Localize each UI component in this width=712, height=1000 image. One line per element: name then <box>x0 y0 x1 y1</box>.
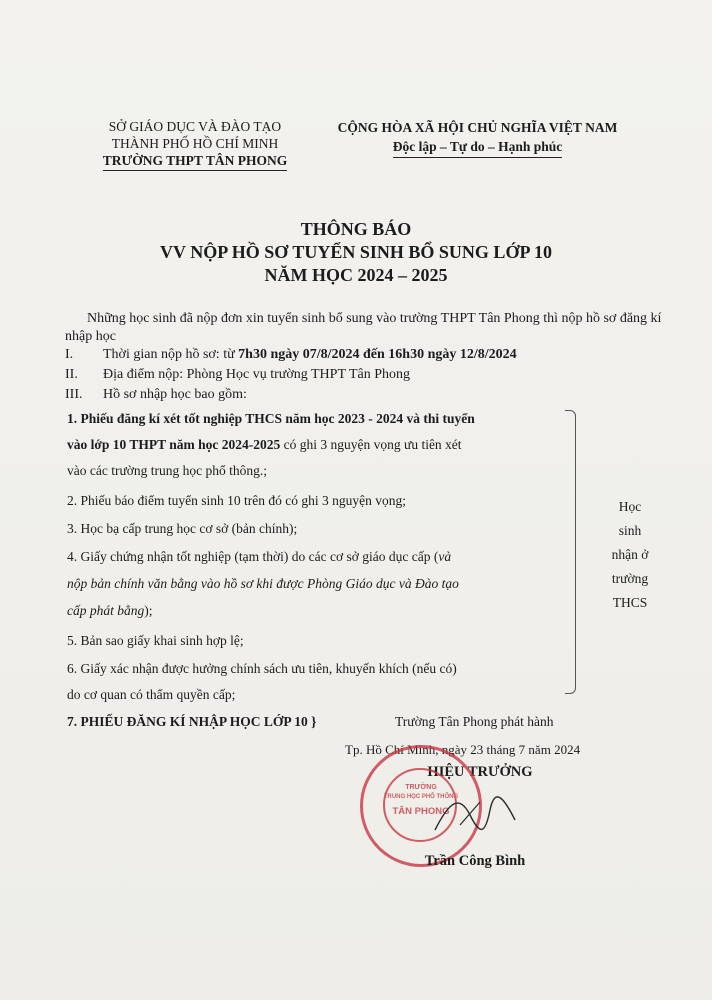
item-1-rest-b: có ghi 3 nguyện vọng ưu tiên xét <box>280 437 462 452</box>
section-3-num: III. <box>65 387 83 402</box>
signature-scribble <box>430 790 520 840</box>
side-note-line: sinh <box>618 523 642 538</box>
title-line3: NĂM HỌC 2024 – 2025 <box>264 265 448 285</box>
side-note-line: nhận ở <box>611 547 649 562</box>
footer-role: HIỆU TRƯỞNG <box>427 764 533 780</box>
header-left <box>60 118 330 171</box>
section-1-time: 7h30 ngày 07/8/2024 đến 16h30 ngày 12/8/2024 <box>238 347 517 362</box>
item-4-line-b <box>67 575 459 593</box>
signer-name: Trần Công Bình <box>424 853 526 869</box>
header-right <box>305 118 650 158</box>
item-4-end-c: ); <box>144 603 153 618</box>
item-7: 7. PHIẾU ĐĂNG KÍ NHẬP HỌC LỚP 10 } <box>67 714 317 729</box>
section-3-text: Hồ sơ nhập học bao gồm: <box>103 387 247 402</box>
school-name: TRƯỜNG THPT TÂN PHONG <box>103 152 287 171</box>
intro-paragraph: Những học sinh đã nộp đơn xin tuyển sinh bổ sung vào trường THPT Tân Phong thì nộp hồ sơ đăng kí nhập học <box>65 311 662 344</box>
item-4-italic-b: nộp bản chính văn bằng vào hồ sơ khi được Phòng Giáo dục và Đào tạo <box>67 576 459 591</box>
item-1-line-a <box>67 410 475 428</box>
title-line1: THÔNG BÁO <box>300 219 412 239</box>
stamp-line2: TRUNG HỌC PHỔ THÔNG <box>383 794 459 800</box>
title-line2: VV NỘP HỒ SƠ TUYỂN SINH BỔ SUNG LỚP 10 <box>160 242 552 262</box>
item-1-line-b <box>67 436 462 454</box>
item-7-note: Trường Tân Phong phát hành <box>395 714 554 729</box>
section-2-num: II. <box>65 367 78 382</box>
item-4-line-c <box>67 602 153 620</box>
side-note-line: Học <box>618 499 642 514</box>
item-1-line-c: vào các trường trung học phổ thông.; <box>67 463 268 478</box>
side-note <box>605 495 655 615</box>
item-1-bold-b: vào lớp 10 THPT năm học 2024-2025 <box>67 437 281 452</box>
section-1-text: Thời gian nộp hồ sơ: từ <box>103 347 239 362</box>
item-6-line-b: do cơ quan có thẩm quyền cấp; <box>67 687 236 702</box>
section-3 <box>65 386 685 404</box>
dept-line1: SỞ GIÁO DỤC VÀ ĐÀO TẠO <box>108 119 282 134</box>
right-brace <box>565 410 576 694</box>
item-6-line-a: 6. Giấy xác nhận được hưởng chính sách ưu tiên, khuyến khích (nếu có) <box>67 661 457 676</box>
item-4-italic-c: cấp phát bằng <box>67 603 145 618</box>
item-2: 2. Phiếu báo điểm tuyển sinh 10 trên đó có ghi 3 nguyện vọng; <box>67 493 406 508</box>
item-4-text-a: 4. Giấy chứng nhận tốt nghiệp (tạm thời) do các cơ sở giáo dục cấp ( <box>67 549 439 564</box>
item-4-italic-a: và <box>438 549 452 564</box>
stamp-line3: TÂN PHONG <box>392 806 450 817</box>
item-4-line-a <box>67 548 451 566</box>
side-note-line: trường <box>611 571 649 586</box>
item-3: 3. Học bạ cấp trung học cơ sở (bản chính); <box>67 521 298 536</box>
stamp-line1: TRƯỜNG <box>405 784 437 791</box>
section-2 <box>65 366 685 384</box>
motto: Độc lập – Tự do – Hạnh phúc <box>393 137 563 158</box>
item-1-bold-a: 1. Phiếu đăng kí xét tốt nghiệp THCS năm học 2023 - 2024 và thi tuyển <box>67 411 475 426</box>
section-1-num: I. <box>65 347 74 362</box>
side-note-line: THCS <box>612 595 648 610</box>
dept-line2: THÀNH PHỐ HỒ CHÍ MINH <box>111 136 279 151</box>
item-5: 5. Bản sao giấy khai sinh hợp lệ; <box>67 633 244 648</box>
section-1 <box>65 346 685 364</box>
footer-date: Tp. Hồ Chí Minh, ngày 23 tháng 7 năm 2024 <box>345 742 581 757</box>
section-2-text: Địa điểm nộp: Phòng Học vụ trường THPT Tân Phong <box>103 367 411 382</box>
nation-name: CỘNG HÒA XÃ HỘI CHỦ NGHĨA VIỆT NAM <box>337 120 618 135</box>
